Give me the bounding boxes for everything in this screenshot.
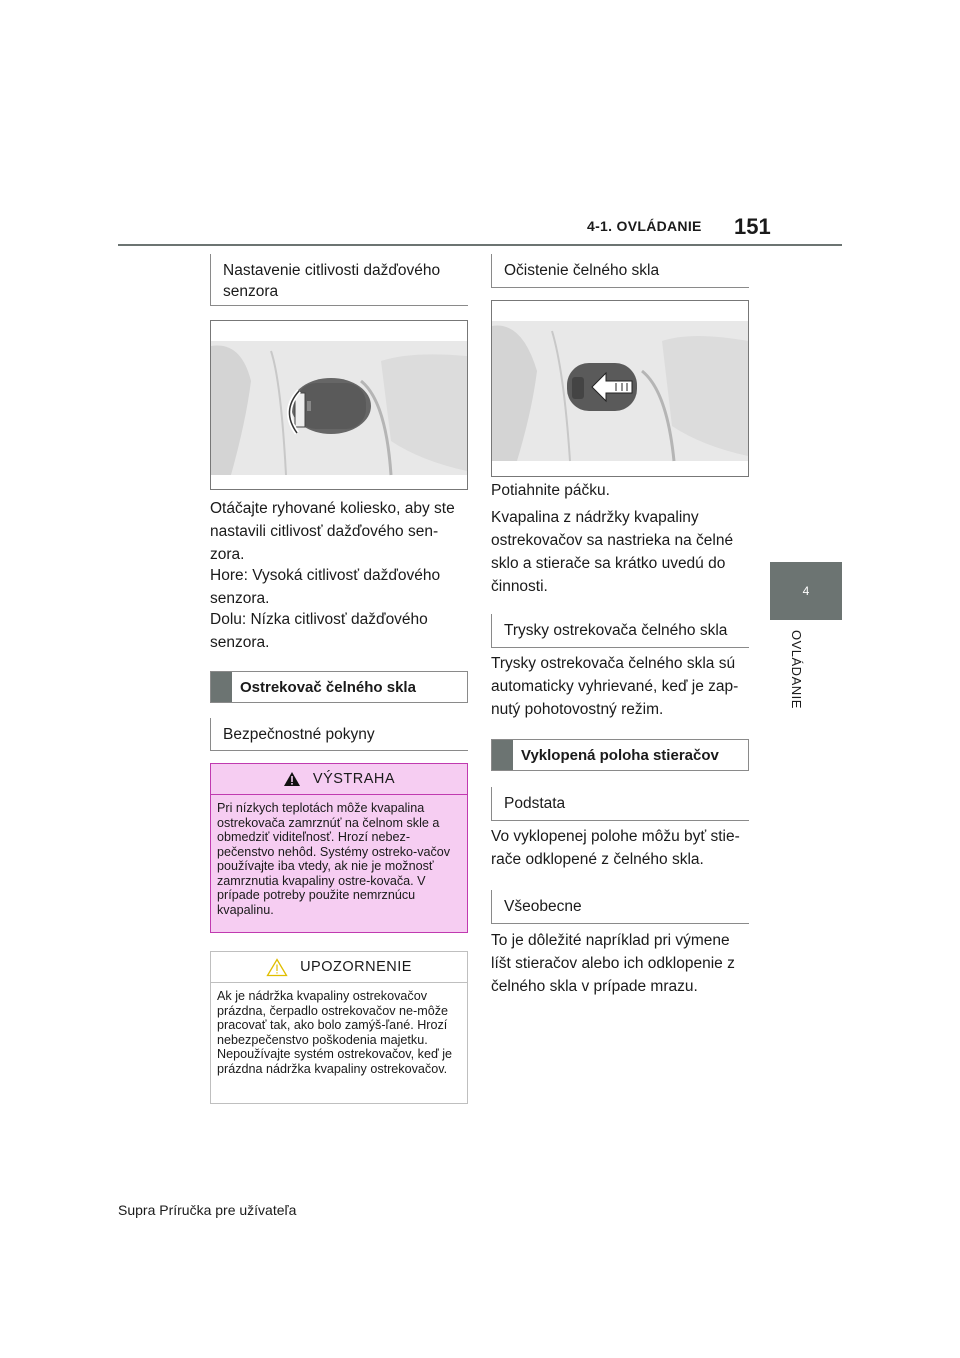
paragraph-pull-lever: Potiahnite páčku.	[491, 482, 610, 499]
heading-washer-label: Ostrekovač čelného skla	[240, 678, 416, 696]
subheading-general: Všeobecne	[491, 890, 749, 924]
paragraph-fluid-sprayed: Kvapalina z nádržky kvapaliny ostrekovačov sa nastrieka na čelné sklo a stierače sa krátko uvedú do činnosti.	[491, 509, 734, 595]
heading-marker	[211, 672, 232, 702]
paragraph-folded-wipers: Vo vyklopenej polohe môžu byť stie-rače odklopené z čelného skla.	[491, 828, 740, 868]
subheading-rain-sensor: Nastavenie citlivosti dažďového senzora	[210, 254, 468, 306]
heading-wiper-fold-label: Vyklopená poloha stieračov	[521, 746, 719, 764]
chapter-tab	[770, 562, 842, 620]
figure-pull-lever	[491, 300, 749, 477]
section-title: 4-1. OVLÁDANIE	[587, 218, 702, 234]
notice-text: Ak je nádržka kvapaliny ostrekovačov prázdna, čerpadlo ostrekovačov ne-môže pracovať tak, ako bolo zamýš-ľané. Hrozí nebezpečenstvo poškodenia majetku. Nepoužívajte systém ostrekovačov, keď je prázdna nádržka kvapaliny ostrekovačov.	[217, 989, 452, 1076]
notice-title: UPOZORNENIE	[300, 959, 412, 975]
subheading-clean-windshield: Očistenie čelného skla	[491, 254, 749, 288]
warning-triangle-icon	[283, 771, 301, 787]
paragraph-nozzles-heated: Trysky ostrekovača čelného skla sú automaticky vyhrievané, keď je zap-nutý pohotovostný režim.	[491, 655, 739, 718]
warning-title-row	[211, 764, 467, 795]
subheading-washer-nozzles: Trysky ostrekovača čelného skla	[491, 614, 749, 648]
paragraph-low-sensitivity: Dolu: Nízka citlivosť dažďového senzora.	[210, 611, 428, 651]
chapter-number: 4	[802, 584, 810, 598]
subheading-safety: Bezpečnostné pokyny	[210, 718, 468, 751]
heading-wiper-fold-position	[491, 739, 749, 771]
figure-rain-sensor-wheel	[210, 320, 468, 490]
heading-marker	[492, 740, 513, 770]
notice-box	[210, 951, 468, 1104]
subheading-principle: Podstata	[491, 787, 749, 821]
header-divider	[118, 244, 842, 246]
notice-title-row	[211, 952, 467, 983]
paragraph-turn-wheel: Otáčajte ryhované koliesko, aby ste nastavili citlivosť dažďového sen-zora.	[210, 500, 455, 563]
chapter-label: OVLÁDANIE	[789, 630, 804, 709]
warning-text: Pri nízkych teplotách môže kvapalina ostrekovača zamrznúť na čelnom skle a obmedziť viditeľnosť. Hrozí nebez-pečenstvo nehôd. Systémy ostreko-vačov používajte iba vtedy, ak nie je možnosť zamrznutia kvapaliny ostre-kovača. V prípade potreby použite nemrznúcu kvapalinu.	[217, 801, 451, 917]
paragraph-important-use: To je dôležité napríklad pri výmene líšt stieračov alebo ich odklopenie z čelného skla v prípade mrazu.	[491, 932, 735, 995]
warning-box	[210, 763, 468, 933]
caution-triangle-icon	[266, 958, 288, 977]
warning-title: VÝSTRAHA	[312, 771, 396, 787]
heading-washer	[210, 671, 468, 703]
footer-manual-title: Supra Príručka pre užívateľa	[118, 1202, 297, 1218]
paragraph-high-sensitivity: Hore: Vysoká citlivosť dažďového senzora.	[210, 567, 441, 607]
page-number: 151	[734, 214, 771, 239]
